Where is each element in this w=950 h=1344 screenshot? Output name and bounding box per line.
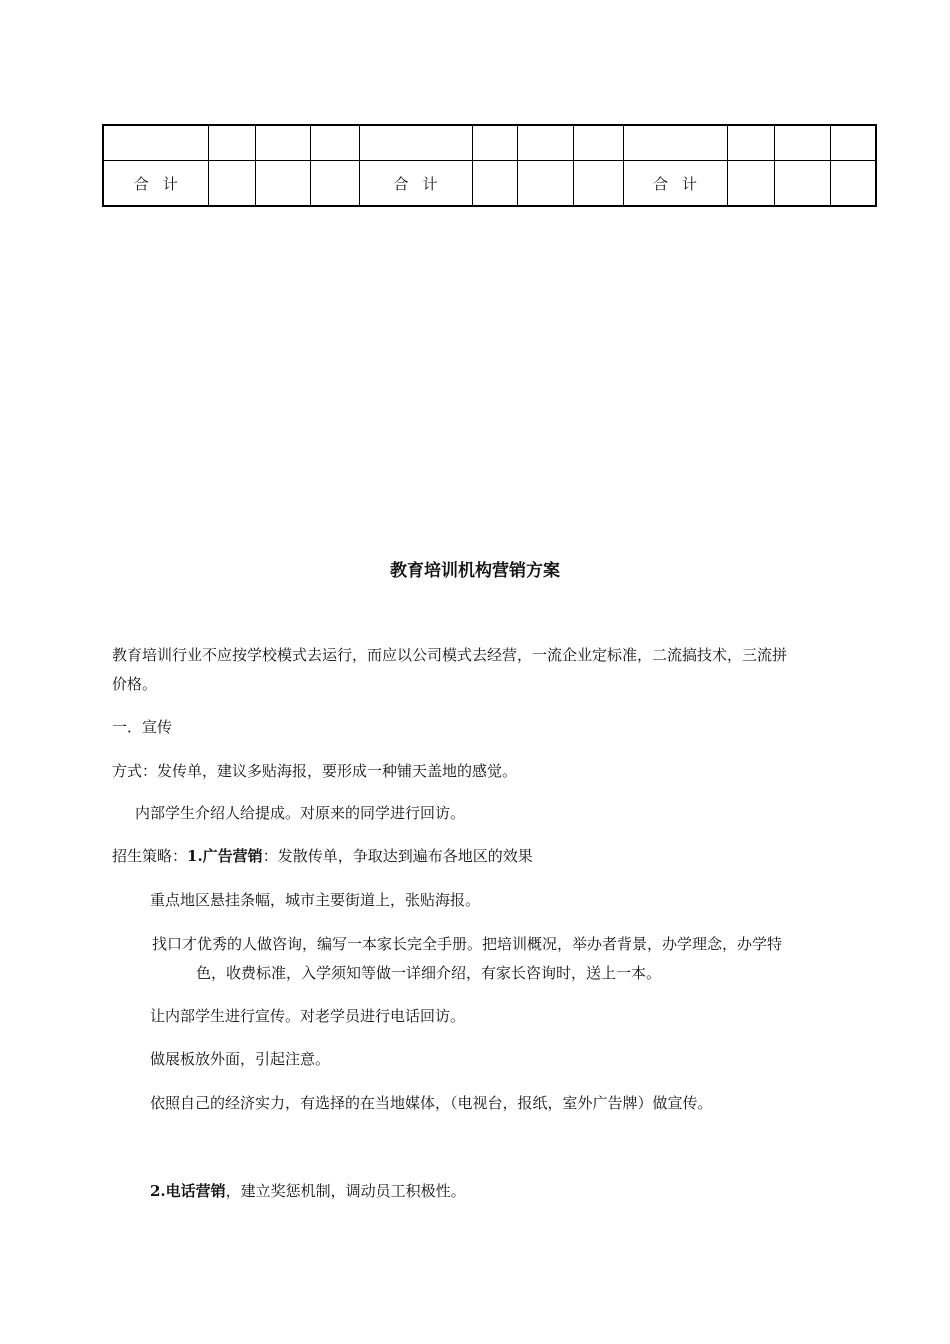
- document-title: 教育培训机构营销方案: [390, 561, 560, 581]
- table-cell: [517, 125, 573, 161]
- table-cell: [255, 161, 310, 207]
- table-row: [103, 161, 876, 207]
- summary-table: [102, 124, 877, 207]
- strategy-paragraph: [112, 842, 533, 870]
- internal-paragraph: 内部学生介绍人给提成。对原来的同学进行回访。: [135, 804, 466, 822]
- table-cell: [310, 161, 359, 207]
- table-cell: [727, 161, 774, 207]
- strategy-bold: 1.广告营销: [187, 847, 263, 865]
- section-heading: 一．宣传: [112, 718, 173, 736]
- list-item: 让内部学生进行宣传。对老学员进行电话回访。: [150, 1007, 466, 1025]
- table-cell: [623, 125, 727, 161]
- total-label-cell: 合计: [359, 161, 472, 207]
- total-label-cell: 合计: [103, 161, 208, 207]
- table-cell: [208, 161, 255, 207]
- phone-bold: 2.电话营销: [150, 1182, 226, 1200]
- table-cell: [310, 125, 359, 161]
- table-cell: [359, 125, 472, 161]
- table-cell: [472, 125, 517, 161]
- table-cell: [103, 125, 208, 161]
- table-cell: [255, 125, 310, 161]
- table-cell: [573, 161, 623, 207]
- table-row: [103, 125, 876, 161]
- table-cell: [208, 125, 255, 161]
- list-item: 做展板放外面，引起注意。: [150, 1050, 331, 1068]
- intro-paragraph-line1: 教育培训行业不应按学校模式去运行，而应以公司模式去经营，一流企业定标准，二流搞技术，三流拼: [112, 646, 788, 664]
- table-cell: [774, 161, 830, 207]
- total-label-cell: 合计: [623, 161, 727, 207]
- phone-rest: ，建立奖惩机制，调动员工积极性。: [225, 1182, 466, 1200]
- intro-paragraph-line2: 价格。: [112, 675, 158, 693]
- strategy-prefix: 招生策略：: [112, 847, 188, 865]
- phone-paragraph: [150, 1177, 466, 1205]
- table-cell: [573, 125, 623, 161]
- strategy-rest: ：发散传单，争取达到遍布各地区的效果: [262, 847, 533, 865]
- method-paragraph: 方式：发传单，建议多贴海报，要形成一种铺天盖地的感觉。: [112, 762, 518, 780]
- table-cell: [830, 161, 876, 207]
- list-item: 重点地区悬挂条幅，城市主要街道上，张贴海报。: [150, 891, 481, 909]
- table-cell: [830, 125, 876, 161]
- table-cell: [472, 161, 517, 207]
- list-item-line2: 色，收费标准，入学须知等做一详细介绍，有家长咨询时，送上一本。: [196, 964, 662, 982]
- table-cell: [727, 125, 774, 161]
- table-cell: [517, 161, 573, 207]
- table-cell: [774, 125, 830, 161]
- list-item: 依照自己的经济实力，有选择的在当地媒体，（电视台，报纸，室外广告牌）做宣传。: [150, 1094, 713, 1112]
- list-item-line1: 找口才优秀的人做咨询，编写一本家长完全手册。把培训概况，举办者背景，办学理念，办学特: [152, 935, 783, 953]
